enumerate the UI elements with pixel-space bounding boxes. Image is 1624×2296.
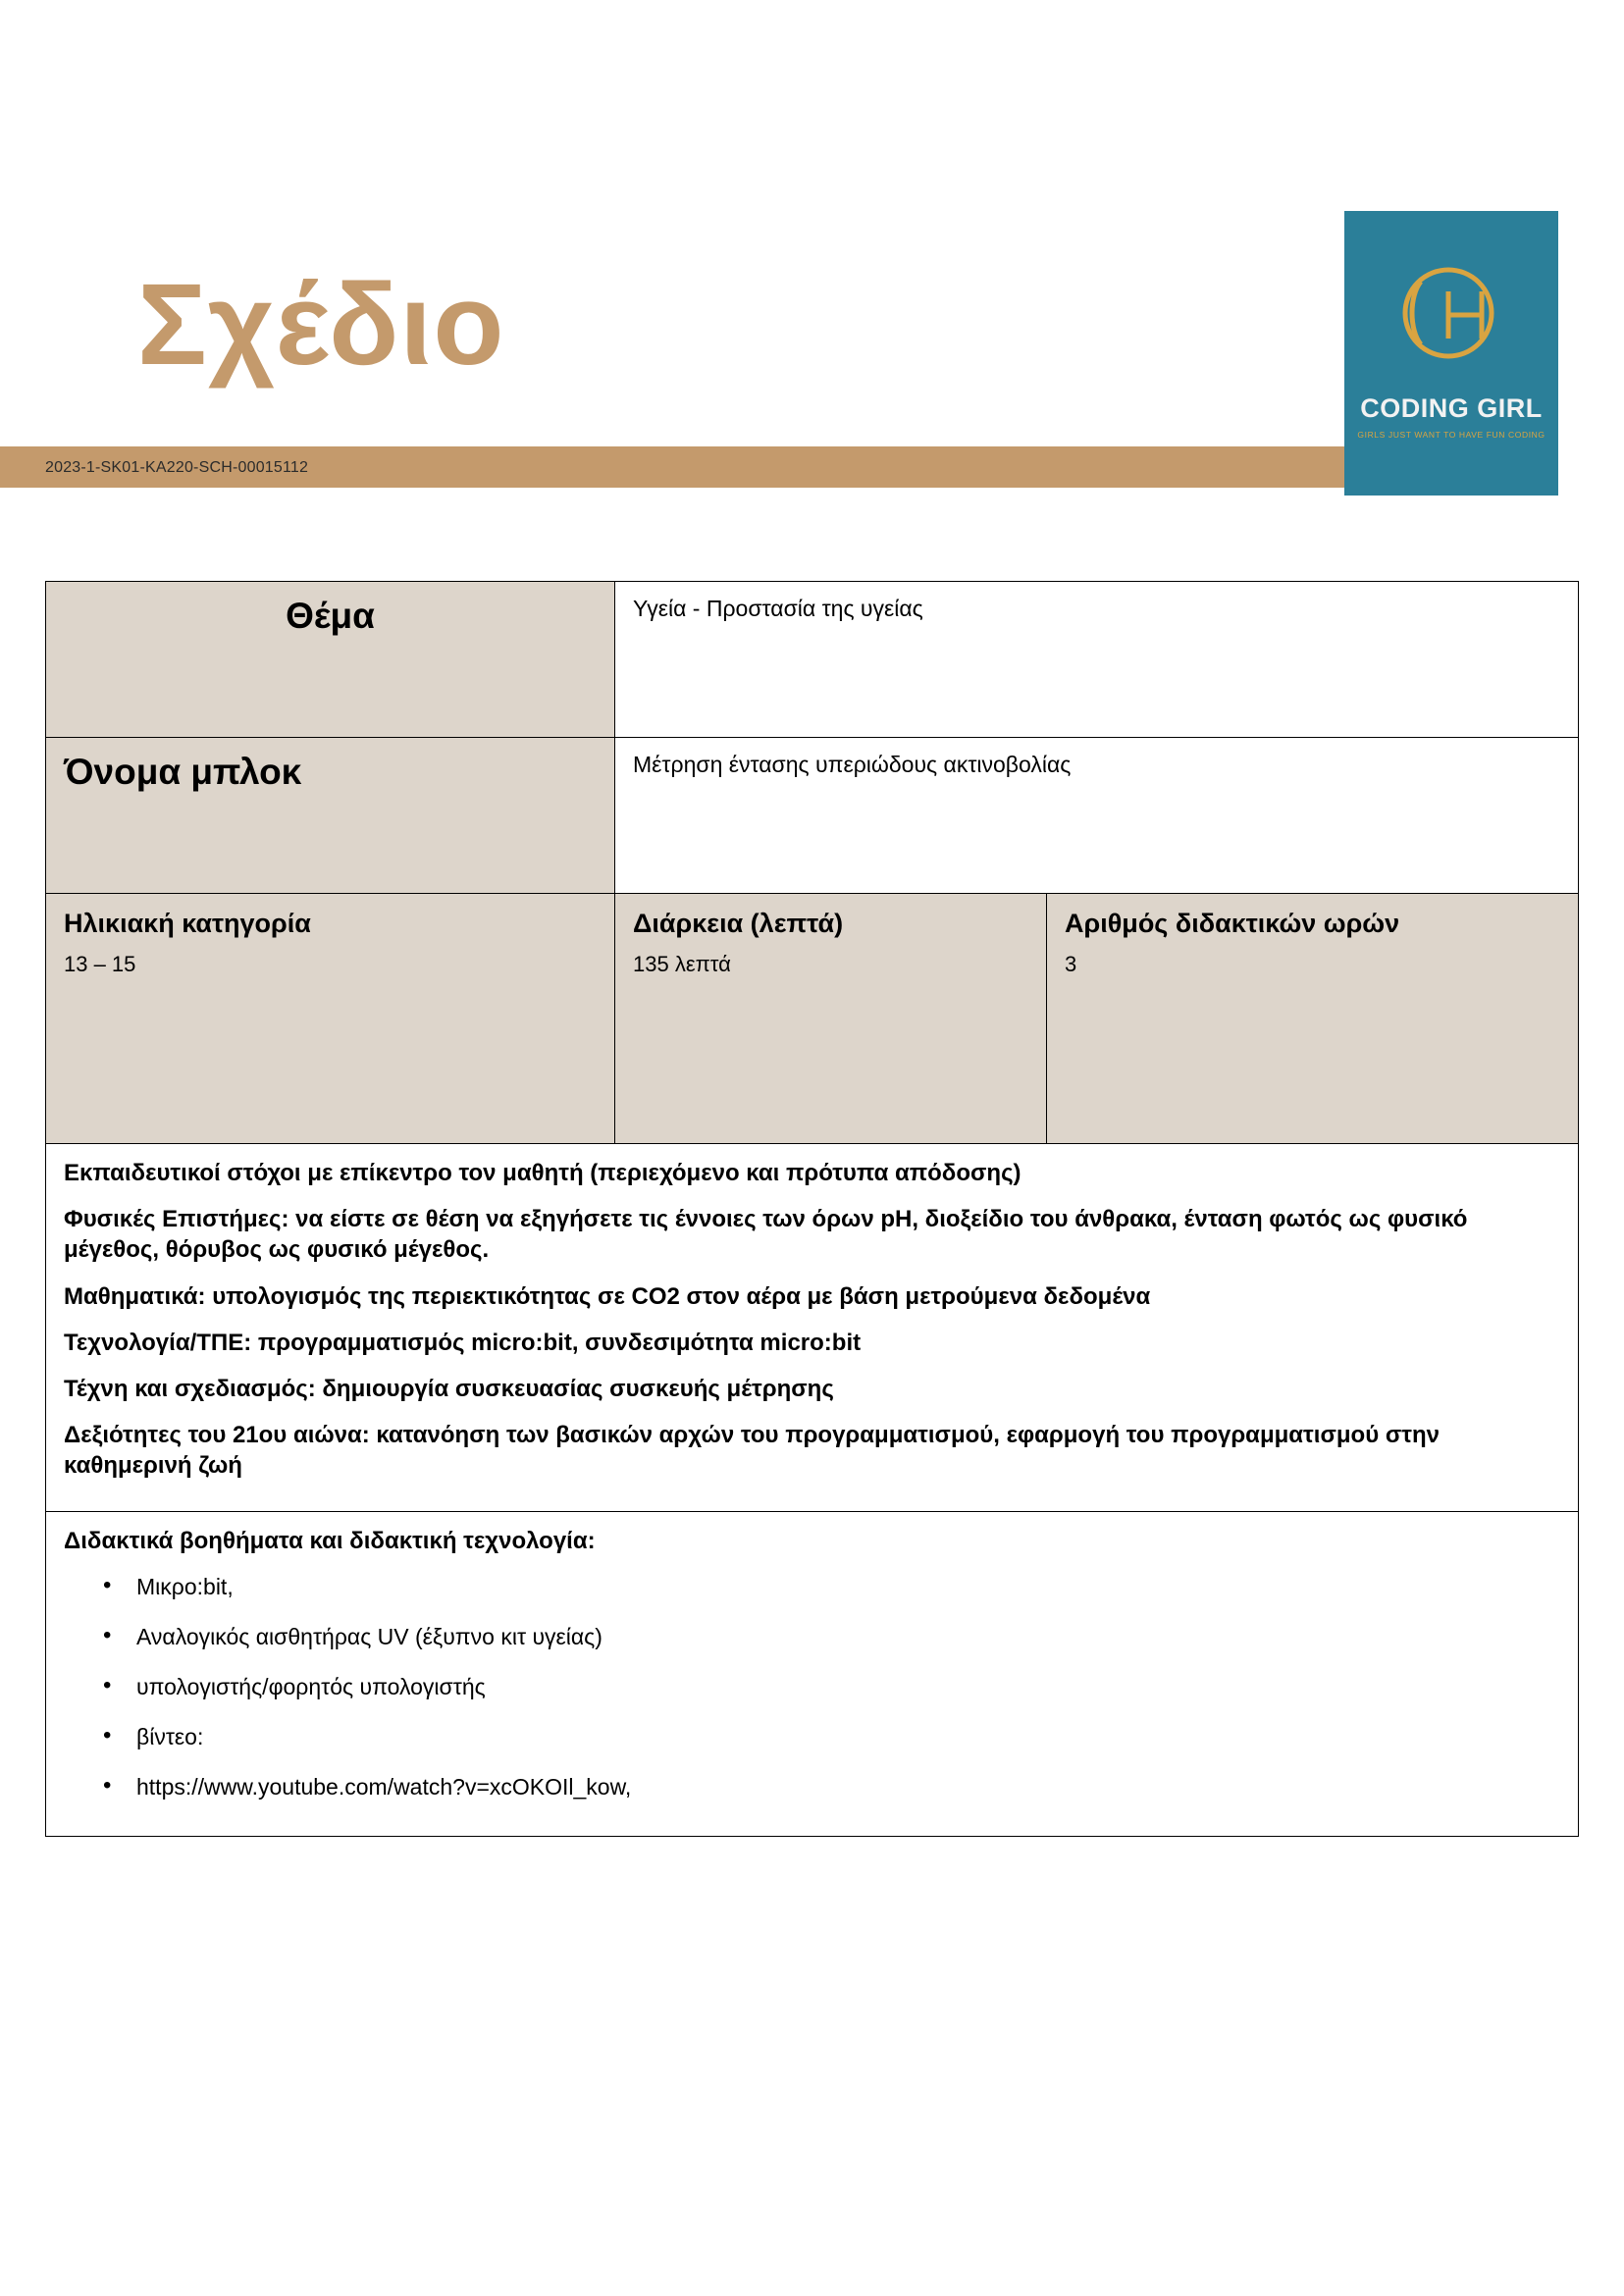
duration-value: 135 λεπτά [633,951,731,976]
age-group-cell [46,894,615,1144]
lesson-plan-table [45,581,1579,1837]
age-group-value: 13 – 15 [64,951,136,976]
list-item: • βίντεο: [136,1722,1560,1752]
block-name-label: Όνομα μπλοκ [46,738,615,894]
lesson-hours-label: Αριθμός διδακτικών ωρών [1065,909,1400,938]
goals-paragraph-technology: Τεχνολογία/ΤΠΕ: προγραμματισμός micro:bit, συνδεσιμότητα micro:bit [64,1329,862,1356]
document-header [0,0,1624,510]
goals-paragraph-art: Τέχνη και σχεδιασμός: δημιουργία συσκευασίας συσκευής μέτρησης [64,1375,834,1402]
list-item: • Μικρο:bit, [136,1572,1560,1602]
table-row-aids [46,1511,1579,1836]
table-row-meta [46,894,1579,1144]
theme-label: Θέμα [46,582,615,738]
age-group-label: Ηλικιακή κατηγορία [64,909,311,938]
teaching-aids-cell [46,1511,1579,1836]
teaching-aids-heading: Διδακτικά βοηθήματα και διδακτική τεχνολογία: [64,1527,596,1554]
page-title: Σχέδιο [137,260,505,390]
table-row-theme [46,582,1579,738]
goals-cell [46,1144,1579,1512]
goals-paragraph-math: Μαθηματικά: υπολογισμός της περιεκτικότητας σε CO2 στον αέρα με βάση μετρούμενα δεδομένα [64,1282,1151,1310]
duration-label: Διάρκεια (λεπτά) [633,909,844,938]
teaching-aids-list [64,1572,1560,1802]
goals-paragraph-science: Φυσικές Επιστήμες: να είστε σε θέση να εξηγήσετε τις έννοιες των όρων pH, διοξείδιο του άνθρακα, ένταση φωτός ως φυσικό μέγεθος, θόρυβος ως φυσικό μέγεθος. [64,1206,1468,1264]
coding-girl-monogram-icon [1388,252,1515,380]
table-row-block-name [46,738,1579,894]
goals-heading: Εκπαιδευτικοί στόχοι με επίκεντρο τον μαθητή (περιεχόμενο και πρότυπα απόδοσης) [64,1160,1022,1186]
project-code: 2023-1-SK01-KA220-SCH-00015112 [45,459,309,476]
duration-cell [615,894,1047,1144]
list-item: • υπολογιστής/φορητός υπολογιστής [136,1672,1560,1702]
lesson-hours-value: 3 [1065,951,1077,976]
theme-value: Υγεία - Προστασία της υγείας [615,582,1579,738]
coding-girl-logo [1344,211,1558,496]
lesson-hours-cell [1047,894,1579,1144]
logo-name: CODING GIRL [1360,393,1543,423]
list-item: • Αναλογικός αισθητήρας UV (έξυπνο κιτ υγείας) [136,1622,1560,1652]
goals-paragraph-21st-century: Δεξιότητες του 21ου αιώνα: κατανόηση των βασικών αρχών του προγραμματισμού, εφαρμογή του προγραμματισμού στην καθημερινή ζωή [64,1422,1440,1480]
logo-tagline: GIRLS JUST WANT TO HAVE FUN CODING [1357,430,1545,440]
block-name-value: Μέτρηση έντασης υπεριώδους ακτινοβολίας [615,738,1579,894]
table-row-goals [46,1144,1579,1512]
list-item: • https://www.youtube.com/watch?v=xcOKOIl_kow, [136,1772,1560,1802]
